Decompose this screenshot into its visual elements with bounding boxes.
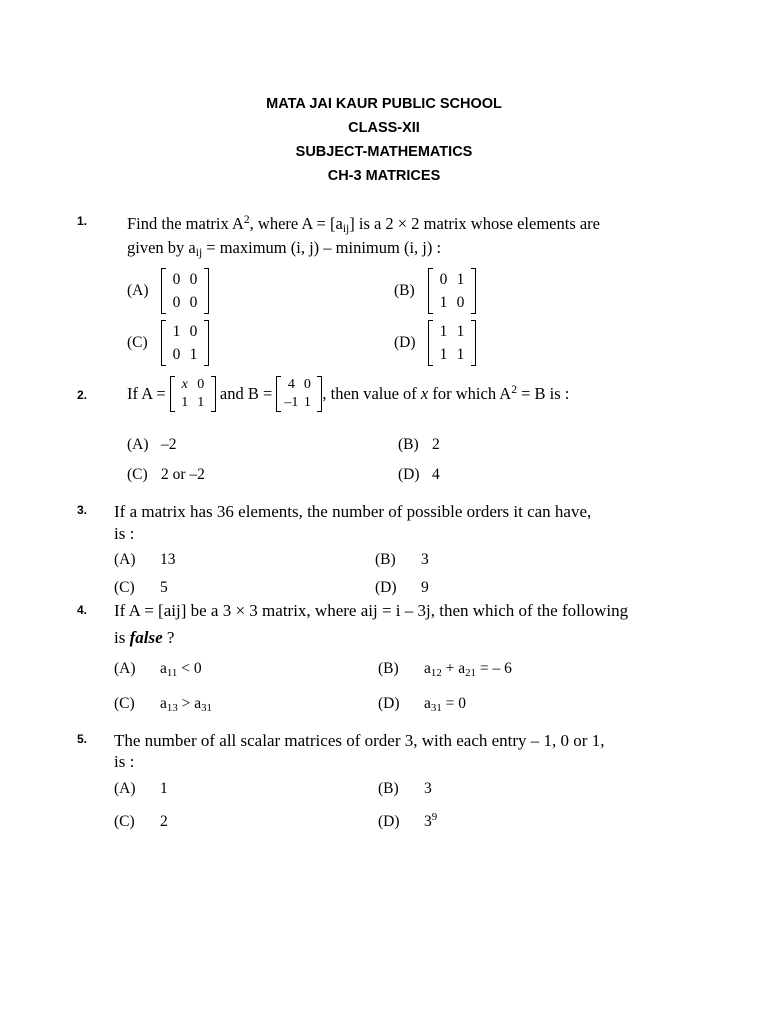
question-5-number: 5.	[77, 732, 88, 746]
question-5-line-2: is :	[114, 752, 135, 771]
question-3-option-b: (B) 3	[375, 551, 429, 568]
question-1-option-c: (C) 1 0 0 1	[127, 320, 209, 366]
question-5-line-1: The number of all scalar matrices of order 3, with each entry – 1, 0 or 1,	[114, 731, 605, 750]
question-1-line-1: Find the matrix $A^2$, where $A = [a_{ij}]$ is a 2 × 2 matrix whose elements are	[127, 214, 601, 235]
question-4-line-1: If A = [aij] be a 3 × 3 matrix, where aij = i – 3j, then which of the following	[114, 601, 629, 620]
question-3-line-1: If a matrix has 36 elements, the number of possible orders it can have,	[114, 502, 592, 521]
school-name: MATA JAI KAUR PUBLIC SCHOOL	[266, 96, 502, 112]
question-3-option-c: (C) 5	[114, 579, 168, 596]
question-1-option-a: (A) 0 0 0 0	[127, 268, 209, 314]
question-1-line-2: given by $a_{ij}$ = maximum (i, j) – minimum (i, j) :	[127, 238, 442, 259]
matrix: 0 0 0 0	[161, 268, 209, 314]
matrix: 0 1 1 0	[428, 268, 476, 314]
matrix-b: 4 0 –1 1	[276, 376, 322, 412]
question-4-option-c: (C) $a_{13} > a_{31}$	[114, 695, 212, 714]
question-2-number: 2.	[77, 388, 88, 402]
question-5-option-a: (A) 1	[114, 780, 168, 797]
question-4-option-d: (D) $a_{31} = 0$	[378, 695, 466, 714]
question-5-option-b: (B) 3	[378, 780, 432, 797]
question-3-line-2: is :	[114, 524, 135, 543]
question-4-number: 4.	[77, 603, 88, 617]
chapter-title: CH-3 MATRICES	[327, 168, 441, 184]
question-4-line-2: is false ?	[114, 628, 175, 647]
subject-title: SUBJECT-MATHEMATICS	[295, 144, 473, 160]
question-5-option-d: (D) $3^9$	[378, 811, 438, 830]
class-title: CLASS-XII	[348, 120, 420, 136]
matrix: 1 1 1 1	[428, 320, 476, 366]
question-2-option-b: (B) 2	[398, 436, 440, 453]
question-3-option-a: (A) 13	[114, 551, 176, 568]
question-3-option-d: (D) 9	[375, 579, 429, 596]
question-2-stem: If A = x 0 1 1 and B = 4 0 –1 1 , then value of x for which $A^2 = B$ is :	[127, 377, 570, 410]
question-2-option-d: (D) 4	[398, 466, 440, 483]
question-1-option-d: (D) 1 1 1 1	[394, 320, 476, 366]
question-3-number: 3.	[77, 503, 88, 517]
matrix: 1 0 0 1	[161, 320, 209, 366]
question-2-option-a: (A) –2	[127, 436, 177, 453]
question-1-number: 1.	[77, 214, 88, 228]
question-4-option-b: (B) $a_{12} + a_{21}$ = – 6	[378, 660, 512, 679]
matrix-a: x 0 1 1	[170, 376, 216, 412]
question-1-option-b: (B) 0 1 1 0	[394, 268, 476, 314]
question-2-option-c: (C) 2 or –2	[127, 466, 205, 483]
document-header	[0, 92, 768, 188]
question-4-option-a: (A) $a_{11} < 0$	[114, 660, 202, 679]
question-5-option-c: (C) 2	[114, 813, 168, 830]
